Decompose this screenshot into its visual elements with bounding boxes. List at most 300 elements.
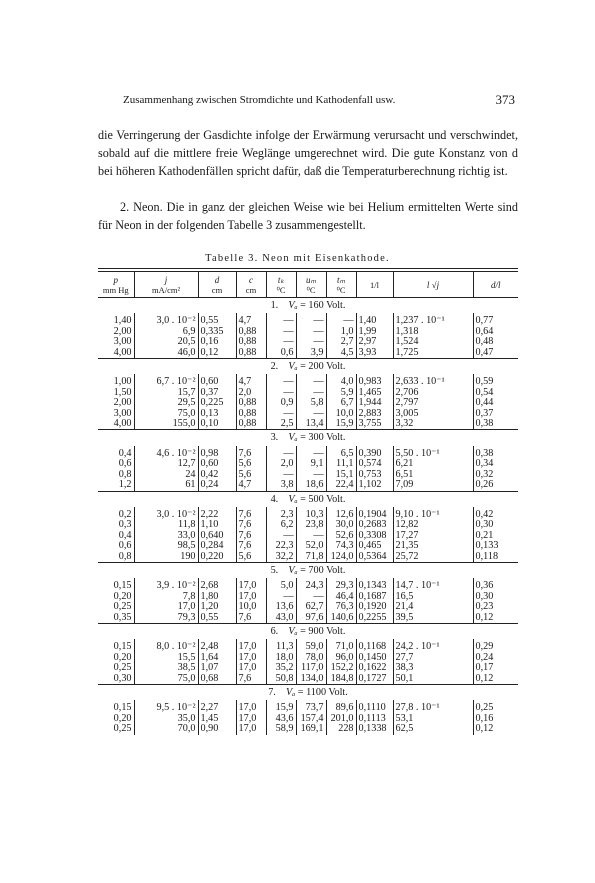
table-cell: 1,80 <box>198 592 236 602</box>
table-cell: 0,35 <box>113 611 132 623</box>
running-header <box>123 94 515 110</box>
table-cell: — <box>296 327 326 337</box>
table-cell: 27,7 <box>393 653 473 663</box>
table-cell: 2,883 <box>356 409 393 419</box>
table-cell: 1,944 <box>356 398 393 408</box>
table-cell: 0,48 <box>473 337 518 347</box>
table-cell: 3,00 <box>113 336 132 348</box>
table-cell: 5,6 <box>236 470 266 480</box>
table-cell: 0,25 <box>113 601 132 613</box>
table-cell: 73,7 <box>296 700 326 713</box>
table-cell: 2,0 <box>266 459 296 469</box>
table-row <box>98 724 518 734</box>
table-cell: 4,7 <box>236 480 266 491</box>
table-caption: Tabelle 3. Neon mit Eisenkathode. <box>205 253 390 264</box>
table-cell: 3,9 . 10⁻² <box>134 578 198 591</box>
header-j: j mA/cm² <box>134 272 198 298</box>
table-row <box>98 541 518 551</box>
table-cell: 1,0 <box>326 327 356 337</box>
table-cell: 75,0 <box>134 409 198 419</box>
table-cell: 6,21 <box>393 459 473 469</box>
table-top-rule <box>98 268 518 269</box>
table-cell: 2,00 <box>113 325 132 337</box>
table-cell: 0,26 <box>473 480 518 491</box>
section-label <box>98 623 518 639</box>
table-cell: 76,3 <box>326 602 356 612</box>
table-cell: 2,22 <box>198 507 236 520</box>
table-cell: 0,17 <box>473 663 518 673</box>
table-cell: 0,37 <box>198 388 236 398</box>
paragraph-2-text: 2. Neon. Die in ganz der gleichen Weise wie bei Helium ermittelten Werte sind für Neon in der folgenden Tabelle 3 zusammengestellt. <box>98 200 518 232</box>
table-cell: — <box>296 388 326 398</box>
table-cell: 184,8 <box>326 674 356 685</box>
table-cell: 0,9 <box>266 398 296 408</box>
table-cell: 0,220 <box>198 552 236 563</box>
table-cell: 25,72 <box>393 552 473 563</box>
table-cell: 52,6 <box>326 531 356 541</box>
section-label <box>98 685 518 701</box>
table-cell: 0,20 <box>113 712 132 724</box>
section-row-5 <box>98 562 518 578</box>
table-cell: 6,2 <box>266 520 296 530</box>
table-cell: 39,5 <box>393 613 473 624</box>
table-cell: 0,4 <box>118 529 132 541</box>
table-cell: 9,5 . 10⁻² <box>134 700 198 713</box>
table-cell: 1,318 <box>393 327 473 337</box>
table-cell: 0,6 <box>118 540 132 552</box>
table-cell: 59,0 <box>296 639 326 652</box>
table-cell: 0,21 <box>473 531 518 541</box>
table-cell: — <box>296 374 326 387</box>
table-row <box>98 374 518 387</box>
table-cell: 2,0 <box>236 388 266 398</box>
section-voltage-value: = 500 Volt. <box>300 493 346 505</box>
header-title: Zusammenhang zwischen Stromdichte und Kathodenfall usw. <box>123 94 396 106</box>
table-cell: 5,8 <box>296 398 326 408</box>
table-row <box>98 639 518 652</box>
header-tm: tₘ ⁰C <box>326 272 356 298</box>
table-cell: 15,9 <box>266 700 296 713</box>
table-cell: 0,38 <box>473 419 518 430</box>
table-cell: 0,753 <box>356 470 393 480</box>
table-cell: 62,7 <box>296 602 326 612</box>
table-cell: 0,24 <box>198 480 236 491</box>
table-cell: 2,97 <box>356 337 393 347</box>
table-cell: 0,2683 <box>356 520 393 530</box>
table-cell: 0,16 <box>473 714 518 724</box>
table-cell: 17,0 <box>236 592 266 602</box>
table-cell: 61 <box>134 480 198 491</box>
table-cell: 2,27 <box>198 700 236 713</box>
table-cell: 0,390 <box>356 446 393 459</box>
table-cell: 27,8 . 10⁻¹ <box>393 700 473 713</box>
section-number: 1. <box>270 300 279 311</box>
table-cell: 29,5 <box>134 398 198 408</box>
table-body <box>98 298 518 735</box>
table-cell: 3,005 <box>393 409 473 419</box>
table-cell: 0,42 <box>473 507 518 520</box>
table-cell: 117,0 <box>296 663 326 673</box>
section-voltage-value: = 1100 Volt. <box>297 687 348 698</box>
table-cell: 0,37 <box>473 409 518 419</box>
section-voltage-value: = 300 Volt. <box>300 432 346 444</box>
section-voltage-value: = 160 Volt. <box>300 300 346 311</box>
section-voltage-symbol: Vₐ <box>288 300 298 311</box>
table-cell: 18,6 <box>296 480 326 491</box>
table-cell: — <box>266 446 296 459</box>
table-cell: 0,42 <box>198 470 236 480</box>
table-cell: 21,35 <box>393 541 473 551</box>
table-cell: 0,88 <box>236 398 266 408</box>
table-cell: 58,9 <box>266 724 296 734</box>
table-cell: 3,00 <box>113 407 132 419</box>
table-cell: 4,7 <box>236 374 266 387</box>
table-cell: 134,0 <box>296 674 326 685</box>
table-cell: 1,40 <box>113 315 132 327</box>
table-cell: 20,5 <box>134 337 198 347</box>
table-cell: 15,7 <box>134 388 198 398</box>
table-cell: 75,0 <box>134 674 198 685</box>
header-p: p mm Hg <box>98 272 134 298</box>
table-cell: 0,2 <box>118 508 132 520</box>
table-cell: 0,12 <box>473 724 518 734</box>
table-cell: 43,0 <box>266 613 296 624</box>
table-cell: 1,07 <box>198 663 236 673</box>
section-number: 4. <box>270 493 279 505</box>
table-cell: — <box>266 327 296 337</box>
table-cell: 2,7 <box>326 337 356 347</box>
table-cell: 46,0 <box>134 348 198 359</box>
table-cell: — <box>296 446 326 459</box>
section-label <box>98 359 518 375</box>
table-row <box>98 388 518 398</box>
table-cell: 6,51 <box>393 470 473 480</box>
table-cell: 0,55 <box>198 313 236 326</box>
table-cell: 30,0 <box>326 520 356 530</box>
table-cell: — <box>296 313 326 326</box>
table-cell: 16,5 <box>393 592 473 602</box>
table-cell: 0,16 <box>198 337 236 347</box>
table-cell: 1,20 <box>198 602 236 612</box>
section-voltage-symbol: Vₐ <box>288 564 298 576</box>
table-cell: 7,09 <box>393 480 473 491</box>
table-cell: 0,225 <box>198 398 236 408</box>
table-row <box>98 337 518 347</box>
table-cell: 0,90 <box>198 724 236 734</box>
table-cell: 0,6 <box>118 458 132 470</box>
table-cell: 0,34 <box>473 459 518 469</box>
header-tk: tₖ ⁰C <box>266 272 296 298</box>
table-cell: 4,6 . 10⁻² <box>134 446 198 459</box>
table-cell: 190 <box>134 552 198 563</box>
table-cell: 124,0 <box>326 552 356 563</box>
table-row <box>98 507 518 520</box>
page-number: 373 <box>495 92 515 107</box>
table-cell: 29,3 <box>326 578 356 591</box>
table-cell: 7,6 <box>236 507 266 520</box>
table-cell: 3,9 <box>296 348 326 359</box>
table-cell: 70,0 <box>134 724 198 734</box>
table-cell: 152,2 <box>326 663 356 673</box>
table-cell: 53,1 <box>393 714 473 724</box>
section-row-3 <box>98 430 518 446</box>
section-row-4 <box>98 491 518 507</box>
table-cell: 11,8 <box>134 520 198 530</box>
table-cell: 0,15 <box>113 580 132 592</box>
table-cell: 5,6 <box>236 459 266 469</box>
table-cell: 7,6 <box>236 613 266 624</box>
section-label <box>98 298 518 314</box>
table-cell: 17,0 <box>236 700 266 713</box>
table-cell: 3,0 . 10⁻² <box>134 507 198 520</box>
section-row-1 <box>98 298 518 314</box>
table-cell: 17,0 <box>236 639 266 652</box>
section-row-2 <box>98 359 518 375</box>
table-cell: 5,9 <box>326 388 356 398</box>
table-cell: 0,15 <box>113 702 132 714</box>
section-label <box>98 562 518 578</box>
table-cell: 0,55 <box>198 613 236 624</box>
table-cell: 0,1687 <box>356 592 393 602</box>
table-cell: 32,2 <box>266 552 296 563</box>
table-cell: 0,25 <box>113 723 132 735</box>
table-cell: 52,0 <box>296 541 326 551</box>
table-cell: 24,2 . 10⁻¹ <box>393 639 473 652</box>
table-cell: 0,88 <box>236 409 266 419</box>
table-cell: 9,1 <box>296 459 326 469</box>
table-cell: 1,102 <box>356 480 393 491</box>
table-row <box>98 602 518 612</box>
table-cell: — <box>266 337 296 347</box>
table-cell: 1,725 <box>393 348 473 359</box>
table-cell: 0,77 <box>473 313 518 326</box>
table-cell: 6,7 . 10⁻² <box>134 374 198 387</box>
table-cell: 0,47 <box>473 348 518 359</box>
table-cell: 9,10 . 10⁻¹ <box>393 507 473 520</box>
table-cell: 0,98 <box>198 446 236 459</box>
table-cell: 0,1338 <box>356 724 393 734</box>
section-number: 6. <box>270 625 279 637</box>
table-row <box>98 419 518 430</box>
table-cell: 97,6 <box>296 613 326 624</box>
table-cell: 62,5 <box>393 724 473 734</box>
table-cell: 2,706 <box>393 388 473 398</box>
table-cell: 228 <box>326 724 356 734</box>
table-cell: 0,1113 <box>356 714 393 724</box>
table-cell: 0,1450 <box>356 653 393 663</box>
table-cell: 11,1 <box>326 459 356 469</box>
table-cell: 0,60 <box>198 374 236 387</box>
table-cell: 7,6 <box>236 541 266 551</box>
section-number: 2. <box>270 361 279 373</box>
table-cell: 3,8 <box>266 480 296 491</box>
table-cell: 50,1 <box>393 674 473 685</box>
table-cell: 18,0 <box>266 653 296 663</box>
table-cell: 0,1622 <box>356 663 393 673</box>
table-cell: 96,0 <box>326 653 356 663</box>
table-cell: 0,465 <box>356 541 393 551</box>
table-cell: 4,5 <box>326 348 356 359</box>
table-row <box>98 552 518 563</box>
section-voltage-value: = 700 Volt. <box>300 564 346 576</box>
table-cell: 3,32 <box>393 419 473 430</box>
table-cell: 21,4 <box>393 602 473 612</box>
table-row <box>98 480 518 491</box>
table-row <box>98 613 518 624</box>
table-cell: 0,25 <box>473 700 518 713</box>
section-voltage-symbol: Vₐ <box>286 687 296 698</box>
table-cell: 0,88 <box>236 327 266 337</box>
table-cell: 0,36 <box>473 578 518 591</box>
section-label <box>98 430 518 446</box>
table-cell: — <box>266 531 296 541</box>
table-cell: 0,12 <box>473 613 518 624</box>
section-row-6 <box>98 623 518 639</box>
table-row <box>98 348 518 359</box>
table-row <box>98 446 518 459</box>
table-cell: — <box>296 409 326 419</box>
table-cell: 0,54 <box>473 388 518 398</box>
table-cell: 24,3 <box>296 578 326 591</box>
section-number: 7. <box>268 687 276 698</box>
table-cell: — <box>266 409 296 419</box>
table-cell: 2,00 <box>113 397 132 409</box>
header-inv-l: 1/l <box>356 272 393 298</box>
table-cell: 3,93 <box>356 348 393 359</box>
table-cell: 10,3 <box>296 507 326 520</box>
table-header-row <box>98 272 518 298</box>
table-cell: 12,6 <box>326 507 356 520</box>
table-row <box>98 398 518 408</box>
table-cell: 6,5 <box>326 446 356 459</box>
table-cell: 0,284 <box>198 541 236 551</box>
table-cell: 0,38 <box>473 446 518 459</box>
section-voltage-value: = 900 Volt. <box>300 625 346 637</box>
table-cell: 50,8 <box>266 674 296 685</box>
table-row <box>98 578 518 591</box>
table-cell: 15,9 <box>326 419 356 430</box>
table-cell: 17,0 <box>236 653 266 663</box>
table-cell: 4,7 <box>236 313 266 326</box>
table-cell: 0,60 <box>198 459 236 469</box>
table-cell: — <box>266 313 296 326</box>
header-c: c cm <box>236 272 266 298</box>
table-cell: — <box>296 592 326 602</box>
table-cell: 0,640 <box>198 531 236 541</box>
table-cell: 0,88 <box>236 348 266 359</box>
table-cell: 2,48 <box>198 639 236 652</box>
table-cell: 15,5 <box>134 653 198 663</box>
paragraph-1: die Verringerung der Gasdichte infolge der Erwärmung verursacht und verschwindet, sobald auf die mittlere freie Weglänge umgerechnet wird. Die gute Konstanz von d bei höheren Kathodenfällen spricht dafür, daß die Temperaturberechnung richtig ist. <box>98 128 518 178</box>
header-um: uₘ ⁰C <box>296 272 326 298</box>
table-cell: 0,983 <box>356 374 393 387</box>
table-cell: 8,0 . 10⁻² <box>134 639 198 652</box>
table-cell: 0,59 <box>473 374 518 387</box>
table-cell: 1,524 <box>393 337 473 347</box>
table-cell: 0,574 <box>356 459 393 469</box>
table-cell: 7,6 <box>236 520 266 530</box>
table-cell: 7,6 <box>236 446 266 459</box>
section-voltage-symbol: Vₐ <box>288 432 298 444</box>
table-cell: 0,88 <box>236 419 266 430</box>
table-cell: 0,20 <box>113 590 132 602</box>
table-cell: 5,0 <box>266 578 296 591</box>
table-cell: 6,9 <box>134 327 198 337</box>
table-cell: 2,633 . 10⁻¹ <box>393 374 473 387</box>
table-cell: 0,5364 <box>356 552 393 563</box>
table-cell: 0,64 <box>473 327 518 337</box>
table-cell: 33,0 <box>134 531 198 541</box>
table-cell: 11,3 <box>266 639 296 652</box>
table-cell: 17,0 <box>236 714 266 724</box>
table-cell: 0,15 <box>113 641 132 653</box>
table-cell: — <box>266 374 296 387</box>
table-cell: 12,7 <box>134 459 198 469</box>
table-cell: 38,5 <box>134 663 198 673</box>
table-row <box>98 700 518 713</box>
table-cell: 0,3 <box>118 519 132 531</box>
table-cell: 0,13 <box>198 409 236 419</box>
table-cell: 17,0 <box>236 724 266 734</box>
table-cell: 35,0 <box>134 714 198 724</box>
table-cell: 2,68 <box>198 578 236 591</box>
table-cell: 1,465 <box>356 388 393 398</box>
table-cell: 0,88 <box>236 337 266 347</box>
header-l-sqrt-j: l √j <box>393 272 473 298</box>
table-cell: 14,7 . 10⁻¹ <box>393 578 473 591</box>
table-cell: 78,0 <box>296 653 326 663</box>
table-cell: 0,8 <box>118 468 132 480</box>
table-cell: 17,0 <box>236 578 266 591</box>
table-cell: — <box>296 531 326 541</box>
table-cell: 0,44 <box>473 398 518 408</box>
table-cell: 10,0 <box>326 409 356 419</box>
table-row <box>98 459 518 469</box>
table-cell: 22,4 <box>326 480 356 491</box>
table-cell: 0,2255 <box>356 613 393 624</box>
table-cell: 79,3 <box>134 613 198 624</box>
table-cell: 0,23 <box>473 602 518 612</box>
table-cell: 140,6 <box>326 613 356 624</box>
table-cell: 0,25 <box>113 662 132 674</box>
table-cell: 0,133 <box>473 541 518 551</box>
header-d: d cm <box>198 272 236 298</box>
table-cell: 0,32 <box>473 470 518 480</box>
table-cell: 1,237 . 10⁻¹ <box>393 313 473 326</box>
table-cell: 0,12 <box>198 348 236 359</box>
table-cell: 17,27 <box>393 531 473 541</box>
table-row <box>98 327 518 337</box>
table-cell: 6,7 <box>326 398 356 408</box>
table-cell: 4,00 <box>113 418 132 430</box>
table-cell: 71,0 <box>326 639 356 652</box>
header-d-over-l: d/l <box>473 272 518 298</box>
table-cell: 7,8 <box>134 592 198 602</box>
table-cell: 46,4 <box>326 592 356 602</box>
table-cell: 0,8 <box>118 550 132 562</box>
section-number: 3. <box>270 432 279 444</box>
table-cell: 155,0 <box>134 419 198 430</box>
table-cell: 0,1168 <box>356 639 393 652</box>
table-cell: 74,3 <box>326 541 356 551</box>
table-cell: 1,2 <box>118 479 132 491</box>
section-voltage-symbol: Vₐ <box>288 493 298 505</box>
table-cell: 2,3 <box>266 507 296 520</box>
table-cell: 169,1 <box>296 724 326 734</box>
table-cell: 1,50 <box>113 386 132 398</box>
table-cell: 2,797 <box>393 398 473 408</box>
table-row <box>98 520 518 530</box>
